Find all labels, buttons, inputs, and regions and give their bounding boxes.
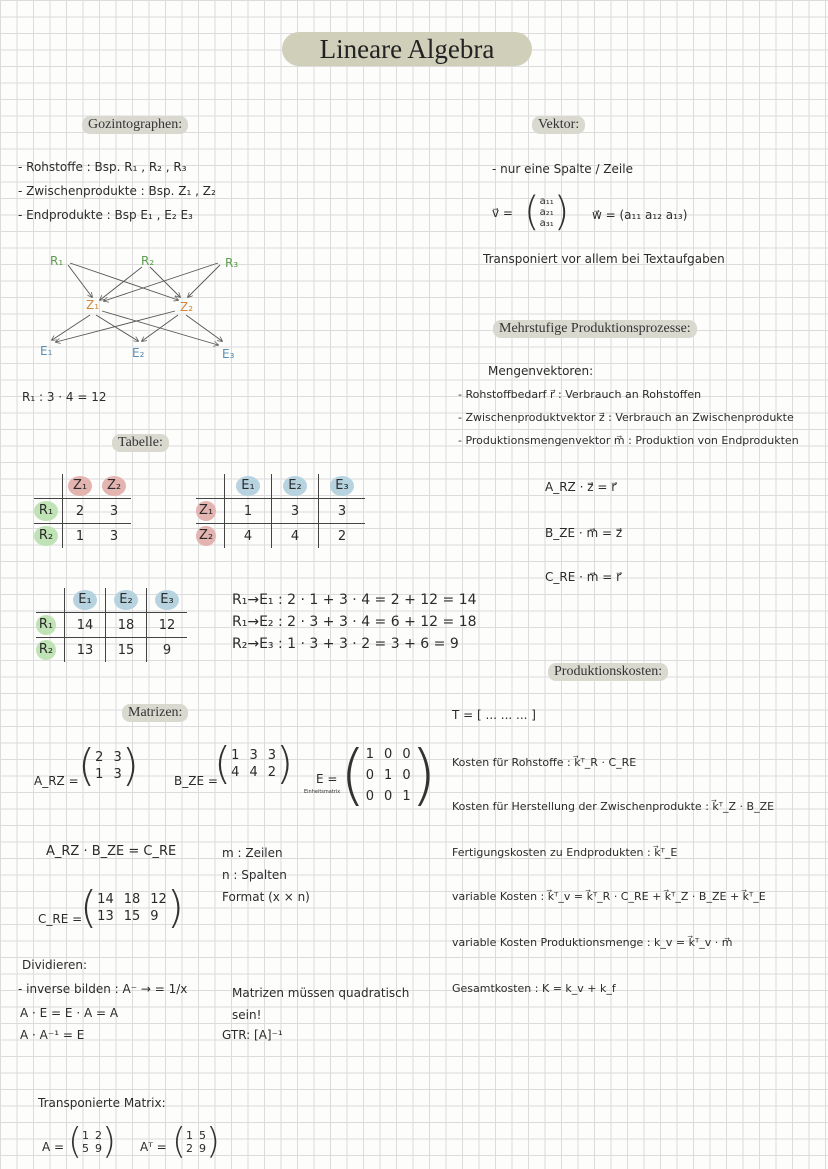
mengenvektoren-heading: Mengenvektoren:: [488, 364, 594, 378]
edge-z1-e1: [52, 315, 90, 340]
table-rz: [34, 474, 131, 548]
matrix-entry: 0: [384, 746, 393, 762]
bracket-left: (: [78, 740, 96, 791]
v-vector: [524, 190, 569, 234]
col-header: Z₂: [102, 476, 126, 496]
a-inverse-identity: A · A⁻¹ = E: [20, 1028, 85, 1042]
bracket-right: ): [166, 882, 184, 933]
kosten-item: Kosten für Herstellung der Zwischenprodukte : k⃗ᵀ_Z · B_ZE: [452, 800, 775, 813]
matrix-entry: 9: [199, 1142, 207, 1155]
kosten-item: variable Kosten Produktionsmenge : k_v = k⃗ᵀ_v · m⃗: [452, 936, 733, 949]
calc-line: R₁→E₁ : 2 · 1 + 3 · 4 = 2 + 12 = 14: [232, 592, 477, 608]
col-header: Z₁: [68, 476, 92, 496]
kosten-item: variable Kosten : k⃗ᵀ_v = k⃗ᵀ_R · C_RE + k⃗ᵀ_Z · B_ZE + k⃗ᵀ_E: [452, 890, 766, 903]
quadratisch-note: Matrizen müssen quadratisch sein!: [232, 986, 410, 1022]
t-vector: T = [ ... ... ... ]: [452, 708, 536, 722]
matrix-entry: 18: [123, 892, 141, 907]
matrix-at: [172, 1121, 221, 1162]
node-e3: E₃: [222, 347, 235, 361]
table-cell: 3: [272, 499, 319, 524]
a-label: A =: [42, 1140, 65, 1154]
table-ze: [196, 474, 365, 548]
edge-r3-z1: [104, 263, 218, 301]
mengen-item: - Produktionsmengenvektor m⃗ : Produktion von Endprodukten: [458, 434, 799, 447]
matrix-entry: 13: [97, 909, 114, 924]
v-entry: a₃₁: [539, 217, 554, 229]
table-re: [36, 588, 187, 662]
table-cell: 3: [109, 503, 119, 519]
col-header: E₂: [283, 476, 307, 496]
goz-item-endprodukte: - Endprodukte : Bsp E₁ , E₂ E₃: [18, 208, 193, 222]
table-row: [36, 638, 187, 663]
section-tabelle: Tabelle:: [112, 434, 169, 452]
bracket-right: ): [206, 1121, 221, 1162]
table-cell: 13: [65, 638, 106, 663]
table-cell: 2: [63, 499, 98, 524]
table-cell: 9: [147, 638, 188, 663]
bracket-left: (: [340, 736, 366, 813]
matrix-entry: 1: [95, 767, 104, 782]
mengen-item: - Rohstoffbedarf r⃗ : Verbrauch an Rohstoffen: [458, 388, 702, 401]
kosten-item: Gesamtkosten : K = k_v + k_f: [452, 982, 616, 995]
node-e2: E₂: [132, 346, 145, 360]
col-header: E₁: [73, 590, 97, 610]
node-z2: Z₂: [180, 300, 194, 314]
matrix-bze: [214, 738, 294, 789]
product-equation: A_RZ · B_ZE = C_RE: [46, 844, 177, 859]
matrix-entry: 12: [150, 892, 167, 907]
node-r2: R₂: [141, 254, 155, 268]
r1-calculation: R₁ : 3 · 4 = 12: [22, 390, 107, 404]
ae-identity: A · E = E · A = A: [20, 1006, 119, 1020]
matrix-entry: 3: [113, 767, 122, 782]
transponiert-heading: Transponierte Matrix:: [38, 1096, 166, 1110]
v-vector-label: v⃗ =: [492, 206, 513, 220]
bracket-right: ): [276, 738, 294, 789]
v-entry: a₂₁: [539, 206, 554, 218]
equation-cre: C_RE · m⃗ = r⃗: [545, 570, 622, 584]
matrix-entry: 0: [402, 767, 411, 783]
matrix-entry: 3: [267, 748, 277, 763]
kosten-item: Kosten für Rohstoffe : k⃗ᵀ_R · C_RE: [452, 756, 637, 769]
equation-bze: B_ZE · m⃗ = z⃗: [545, 526, 623, 540]
matrix-entry: 5: [199, 1129, 207, 1142]
format-note: Format (x × n): [222, 890, 310, 904]
bracket-left: (: [80, 882, 98, 933]
bracket-left: (: [68, 1121, 83, 1162]
node-z1: Z₁: [86, 298, 100, 312]
col-header: E₃: [330, 476, 354, 496]
matrix-arz: [78, 740, 139, 791]
matrix-entry: 15: [123, 909, 141, 924]
w-vector: w⃗ = (a₁₁ a₁₂ a₁₃): [592, 208, 688, 222]
table-cell: 1: [63, 524, 98, 549]
matrix-entry: 5: [82, 1142, 90, 1155]
calc-line: R₁→E₂ : 2 · 3 + 3 · 4 = 6 + 12 = 18: [232, 614, 477, 630]
node-r3: R₃: [225, 256, 239, 270]
matrix-entry: 0: [365, 788, 375, 804]
goz-item-zwischenprodukte: - Zwischenprodukte : Bsp. Z₁ , Z₂: [18, 184, 216, 198]
calc-line: R₂→E₃ : 1 · 3 + 3 · 2 = 3 + 6 = 9: [232, 636, 459, 652]
table-cell: 14: [65, 613, 106, 638]
bracket-left: (: [172, 1121, 187, 1162]
table-cell: 1: [225, 499, 272, 524]
page-title: Lineare Algebra: [282, 32, 532, 66]
vektor-note: - nur eine Spalte / Zeile: [492, 162, 633, 176]
row-header: R₁: [34, 501, 58, 521]
section-gozintographen: Gozintographen:: [82, 116, 188, 134]
table-cell: 4: [225, 524, 272, 549]
dividieren-heading: Dividieren:: [22, 958, 88, 972]
matrix-entry: 1: [82, 1129, 90, 1142]
edge-r2-z2: [150, 267, 180, 297]
section-produktionskosten: Produktionskosten:: [548, 663, 668, 681]
bracket-right: ): [102, 1121, 117, 1162]
edge-z2-e2: [142, 315, 178, 341]
v-entry: a₁₁: [539, 195, 554, 207]
matrix-entry: 2: [267, 765, 277, 780]
edge-r3-z2: [188, 265, 220, 297]
matrix-entry: 4: [231, 765, 240, 780]
matrix-entry: 2: [186, 1142, 194, 1155]
at-label: Aᵀ =: [140, 1140, 167, 1154]
matrix-cre: [80, 882, 184, 933]
kosten-item: Fertigungskosten zu Endprodukten : k⃗ᵀ_E: [452, 846, 678, 859]
matrix-entry: 1: [186, 1129, 194, 1142]
table-cell: 12: [147, 613, 188, 638]
row-header: R₂: [36, 640, 56, 660]
matrix-e: [340, 736, 437, 813]
equation-arz: A_RZ · z⃗ = r⃗: [545, 480, 617, 494]
table-cell: 2: [319, 524, 366, 549]
bze-label: B_ZE =: [174, 774, 218, 788]
section-matrizen: Matrizen:: [122, 704, 188, 722]
matrix-entry: 9: [95, 1142, 103, 1155]
mengen-item: - Zwischenproduktvektor z⃗ : Verbrauch an Zwischenprodukte: [458, 411, 794, 424]
table-cell: 15: [106, 638, 147, 663]
matrix-entry: 2: [95, 1129, 103, 1142]
arz-label: A_RZ =: [34, 774, 79, 788]
goz-item-rohstoffe: - Rohstoffe : Bsp. R₁ , R₂ , R₃: [18, 160, 187, 174]
node-e1: E₁: [40, 344, 53, 358]
matrix-a: [68, 1121, 117, 1162]
table-row: [36, 613, 187, 638]
inverse-note: - inverse bilden : A⁻ → = 1/x: [18, 982, 188, 996]
matrix-entry: 1: [402, 788, 411, 804]
matrix-entry: 1: [231, 748, 240, 763]
bracket-left: (: [524, 189, 540, 235]
col-header: E₁: [236, 476, 260, 496]
transponiert-note: Transponiert vor allem bei Textaufgaben: [483, 252, 725, 266]
table-cell: 18: [106, 613, 147, 638]
table-cell: 3: [109, 528, 119, 544]
matrix-entry: 9: [150, 909, 159, 924]
e-sublabel: Einheitsmatrix: [304, 789, 341, 795]
edge-z1-e2: [96, 315, 138, 341]
matrix-entry: 3: [113, 750, 122, 765]
table-row: [196, 524, 365, 549]
table-row: [34, 524, 131, 549]
bracket-right: ): [410, 736, 437, 813]
matrix-entry: 1: [365, 746, 375, 762]
row-header: Z₁: [196, 501, 216, 521]
cre-label: C_RE =: [38, 912, 83, 926]
e-label: E =: [316, 772, 338, 786]
matrix-entry: 1: [384, 767, 393, 783]
matrix-entry: 0: [365, 767, 375, 783]
matrix-entry: 4: [249, 765, 258, 780]
edge-r1-z1: [68, 265, 92, 297]
table-row: [196, 499, 365, 524]
table-cell: 4: [272, 524, 319, 549]
bracket-right: ): [553, 189, 570, 235]
bracket-left: (: [214, 738, 232, 789]
row-header: Z₂: [196, 526, 216, 546]
matrix-entry: 3: [249, 748, 258, 763]
edge-z2-e1: [56, 311, 175, 342]
table-row: [34, 499, 131, 524]
matrix-entry: 14: [97, 892, 114, 907]
matrix-entry: 0: [402, 746, 411, 762]
row-header: R₂: [34, 526, 58, 546]
matrix-entry: 2: [95, 750, 104, 765]
section-vektor: Vektor:: [532, 116, 585, 134]
row-header: R₁: [36, 615, 56, 635]
table-cell: 3: [319, 499, 366, 524]
bracket-right: ): [121, 740, 139, 791]
col-header: E₃: [155, 590, 179, 610]
gtr-note: GTR: [A]⁻¹: [222, 1028, 283, 1042]
n-spalten: n : Spalten: [222, 868, 287, 882]
section-mehrstufig: Mehrstufige Produktionsprozesse:: [493, 320, 697, 338]
col-header: E₂: [114, 590, 138, 610]
matrix-entry: 0: [384, 788, 393, 804]
m-zeilen: m : Zeilen: [222, 846, 283, 860]
node-r1: R₁: [50, 254, 64, 268]
